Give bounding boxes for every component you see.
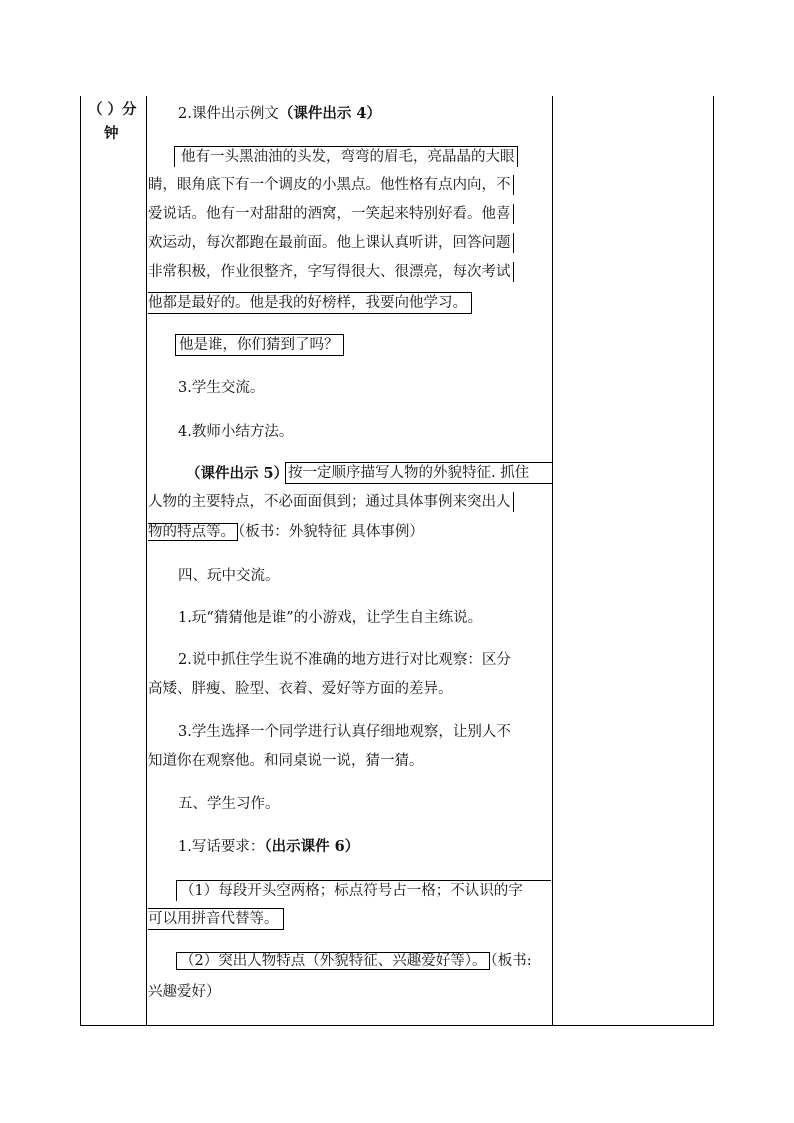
req-2-line-1: （2）突出人物特点（外貌特征、兴趣爱好等）。 [176, 952, 490, 970]
item-4: 4.教师小结方法。 [178, 424, 294, 440]
time-label-unit: 钟 [104, 125, 119, 142]
req-2-board: （板书: [490, 953, 532, 969]
summary-line-2: 人物的主要特点，不必面面俱到；通过具体事例来突出人 [148, 492, 514, 512]
play-2-line-2: 高矮、胖瘦、脸型、衣着、爱好等方面的差异。 [148, 681, 453, 697]
summary-line-3-wrap [148, 522, 424, 542]
item-2-tag: （课件出示 4） [278, 105, 381, 122]
item-2-text: 2.课件出示例文 [178, 106, 279, 122]
play-3-line-1: 3.学生选择一个同学进行认真仔细地观察，让别人不 [178, 724, 511, 740]
table-divider-1 [146, 96, 147, 1026]
summary-line-1: 按一定顺序描写人物的外貌特征. 抓住 [285, 462, 552, 484]
play-2-line-1: 2.说中抓住学生说不准确的地方进行对比观察：区分 [178, 652, 511, 668]
table-right-border [713, 96, 714, 1026]
req-2-line-2: 兴趣爱好） [148, 984, 221, 1000]
example-line-5: 非常积极，作业很整齐，字写得很大、很漂亮，每次考试 [148, 262, 514, 282]
table-left-border [80, 96, 81, 1026]
req-1-line-2: 可以用拼音代替等。 [148, 908, 284, 930]
write-1-tag: （出示课件 6） [264, 838, 360, 855]
guess-question: 他是谁，你们猜到了吗？ [175, 334, 344, 356]
summary-board: （板书：外貌特征 具体事例） [238, 524, 424, 540]
req-1-line-1: （1）每段开头空两格；标点符号占一格；不认识的字 [176, 880, 551, 901]
example-line-1: 他有一头黑油油的头发，弯弯的眉毛，亮晶晶的大眼 [174, 146, 518, 167]
time-label: （ ）分 [88, 101, 137, 118]
req-2-line-1-wrap [176, 951, 550, 971]
item-2-heading [178, 104, 381, 124]
play-1: 1.玩“猜猜他是谁”的小游戏，让学生自主练说。 [178, 610, 483, 626]
item-3: 3.学生交流。 [178, 380, 265, 396]
play-3-line-2: 知道你在观察他。和同桌说一说，猜一猜。 [148, 753, 424, 769]
summary-line-3: 物的特点等。 [148, 523, 238, 541]
example-line-2: 睛，眼角底下有一个调皮的小黑点。他性格有点内向，不 [148, 175, 514, 195]
section-4-heading: 四、玩中交流。 [178, 568, 280, 584]
write-1-text: 1.写话要求： [178, 839, 265, 855]
example-line-6: 他都是最好的。他是我的好榜样，我要向他学习。 [148, 292, 472, 314]
example-line-4: 欢运动，每次都跑在最前面。他上课认真听讲，回答问题 [148, 233, 514, 253]
table-divider-2 [552, 96, 553, 1026]
section-5-heading: 五、学生习作。 [178, 796, 280, 812]
table-bottom-border [80, 1025, 714, 1026]
example-line-3: 爱说话。他有一对甜甜的酒窝，一笑起来特别好看。他喜 [148, 204, 514, 224]
write-1-heading [178, 837, 359, 857]
summary-tag: （课件出示 5） [186, 465, 289, 482]
